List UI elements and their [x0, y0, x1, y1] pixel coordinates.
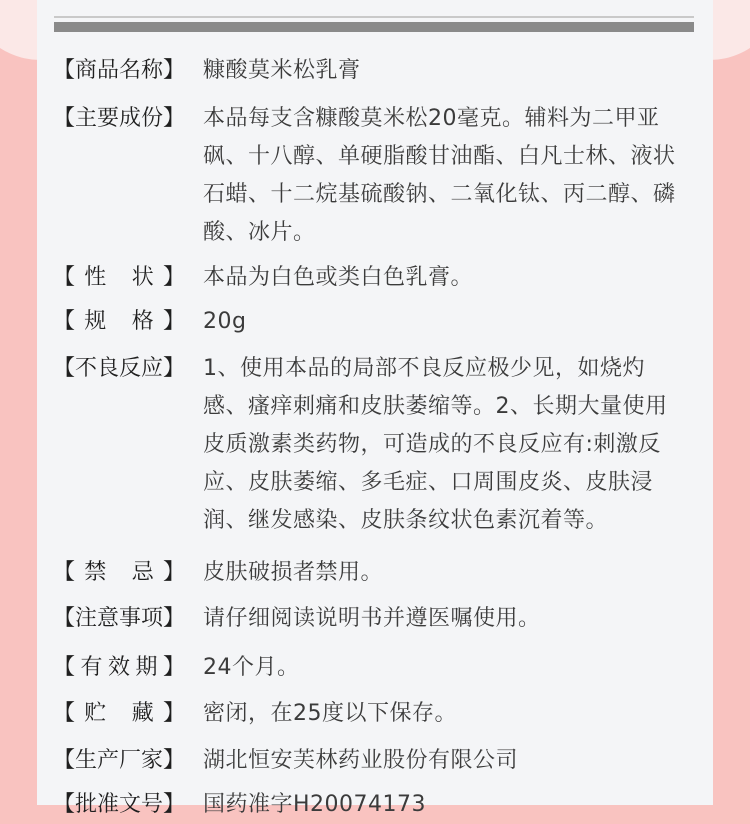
divider-thin	[54, 16, 694, 18]
row-value: 密闭，在25度以下保存。	[203, 701, 457, 726]
row-label: 【主要成份】	[53, 106, 186, 131]
row-value: 1、使用本品的局部不良反应极少见，如烧灼感、瘙痒刺痛和皮肤萎缩等。2、长期大量使用皮质激素类药物，可造成的不良反应有:刺激反应、皮肤萎缩、多毛症、口周围皮炎、皮肤浸润、继发感染、皮肤条纹状色素沉着等。	[203, 356, 668, 533]
row-label: 【贮 藏】	[53, 701, 185, 726]
row-value: 请仔细阅读说明书并遵医嘱使用。	[203, 606, 541, 631]
row-label: 【注意事项】	[53, 606, 186, 631]
row-value: 国药准字H20074173	[203, 792, 427, 817]
row-label: 【生产厂家】	[53, 748, 186, 773]
row-label: 【规 格】	[53, 309, 185, 334]
product-info-card	[37, 0, 713, 817]
row-label: 【有效期】	[53, 655, 185, 680]
row-value: 皮肤破损者禁用。	[203, 560, 384, 585]
row-label: 【禁 忌】	[53, 560, 185, 585]
row-value: 糠酸莫米松乳膏	[203, 58, 361, 83]
row-label: 【性 状】	[53, 265, 185, 290]
row-value: 本品为白色或类白色乳膏。	[203, 265, 474, 290]
row-value: 本品每支含糠酸莫米松20毫克。辅料为二甲亚砜、十八醇、单硬脂酸甘油酯、白凡士林、液状石蜡、十二烷基硫酸钠、二氧化钛、丙二醇、磷酸、冰片。	[203, 106, 676, 245]
divider-bar	[54, 22, 694, 32]
row-value: 湖北恒安芙林药业股份有限公司	[203, 748, 519, 773]
row-label: 【商品名称】	[53, 58, 186, 83]
row-value: 20g	[203, 309, 247, 334]
row-label: 【批准文号】	[53, 792, 186, 817]
row-label: 【不良反应】	[53, 356, 186, 381]
row-value: 24个月。	[203, 655, 300, 680]
